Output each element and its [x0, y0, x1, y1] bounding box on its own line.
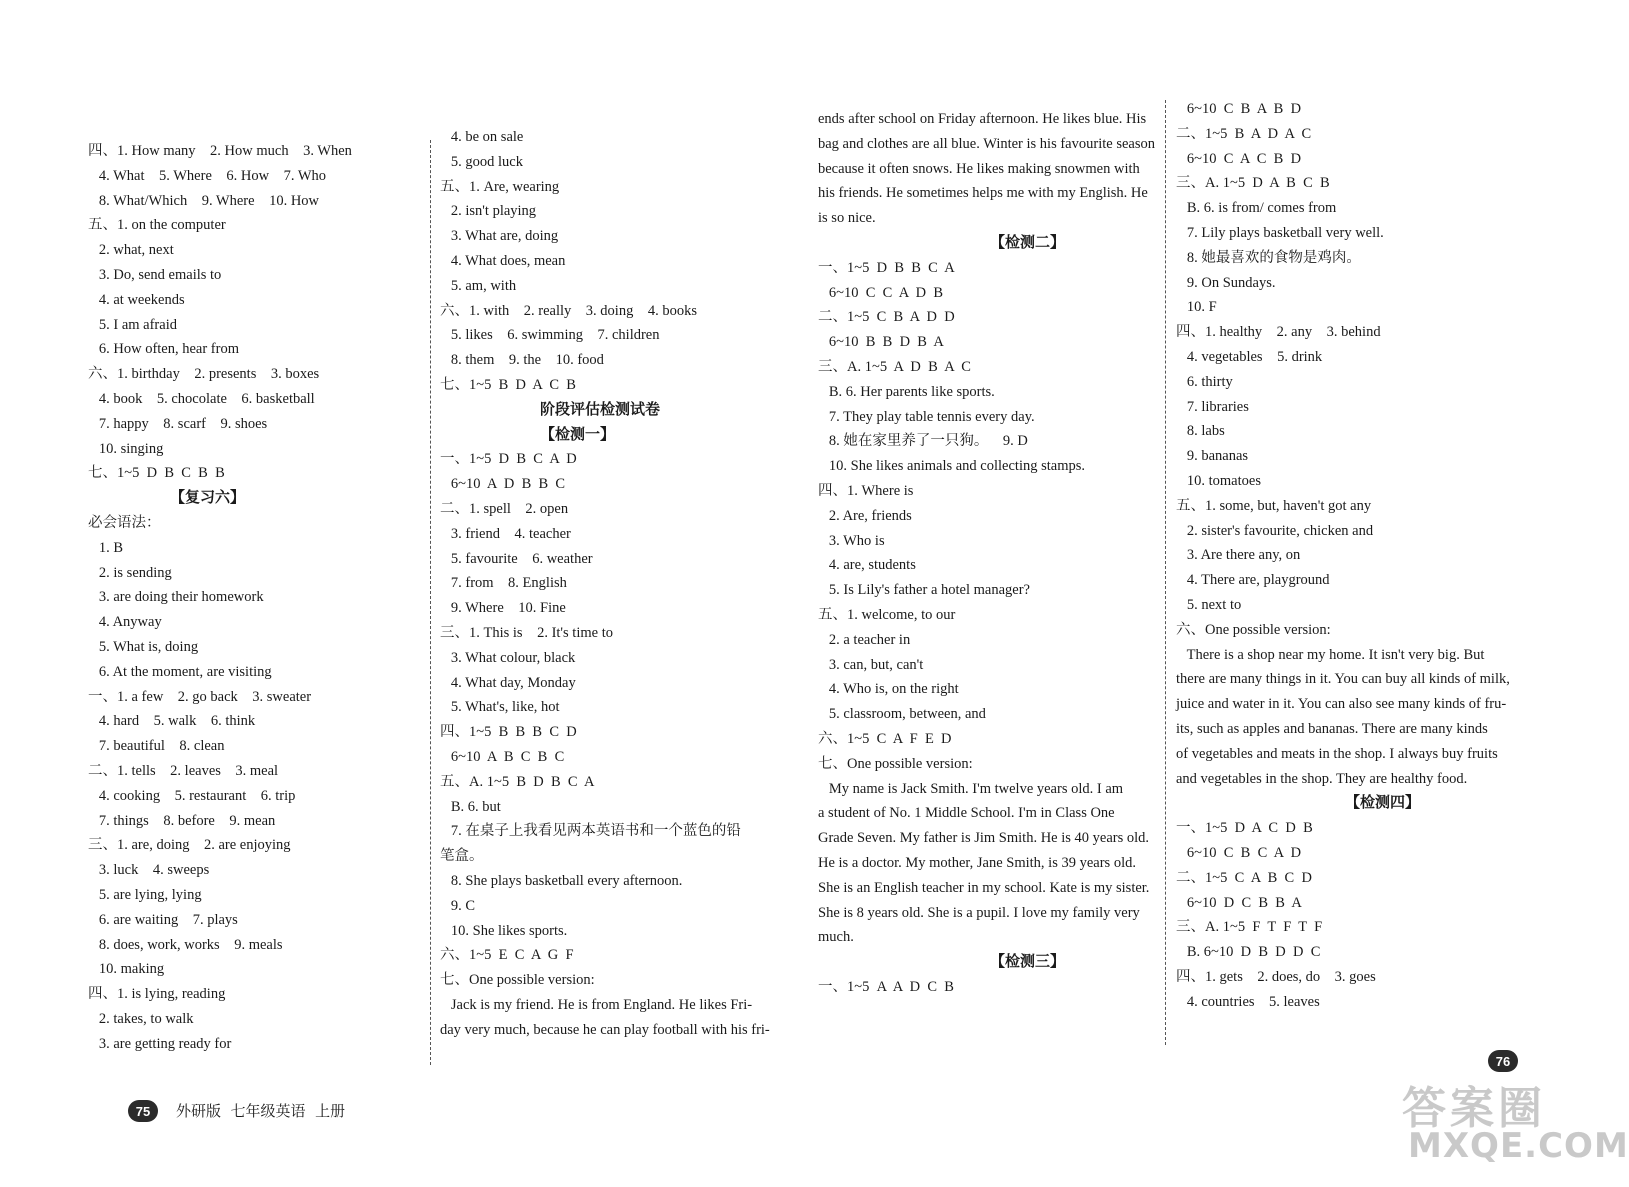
answer-line: 四、1. is lying, reading: [88, 986, 226, 1003]
section-heading: 阶段评估检测试卷: [540, 401, 661, 418]
answer-line: because it often snows. He likes making snowmen with: [818, 160, 1140, 177]
answer-line: 7. Lily plays basketball very well.: [1176, 225, 1384, 241]
answer-line: 10. She likes sports.: [440, 922, 568, 939]
answer-line: 7. from 8. English: [440, 575, 567, 592]
page-number-left: 75: [128, 1100, 158, 1122]
page-number-right: 76: [1488, 1050, 1518, 1072]
answer-line: B. 6. but: [440, 798, 501, 815]
answer-line: 4. What does, mean: [440, 253, 566, 269]
answer-line: 2. what, next: [88, 242, 174, 259]
answer-line: of vegetables and meats in the shop. I always buy fruits: [1176, 745, 1498, 762]
answer-line: She is an English teacher in my school. Kate is my sister.: [818, 879, 1150, 896]
answer-line: She is 8 years old. She is a pupil. I love my family very: [818, 904, 1140, 921]
answer-line: 5. are lying, lying: [88, 887, 202, 903]
answer-line: Jack is my friend. He is from England. He likes Fri-: [440, 997, 753, 1013]
answer-line: 一、1~5 D B B C A: [818, 259, 955, 276]
answer-line: 7. beautiful 8. clean: [88, 738, 225, 755]
answer-line: 6~10 A B C B C: [440, 749, 565, 765]
answer-line: 6. How often, hear from: [88, 341, 239, 358]
answer-line: 3. can, but, can't: [818, 656, 924, 673]
answer-line: 三、A. 1~5 D A B C B: [1176, 175, 1330, 192]
section-heading: 【检测三】: [990, 954, 1066, 971]
answer-line: bag and clothes are all blue. Winter is his favourite season: [818, 135, 1155, 152]
answer-line: 六、1~5 E C A G F: [440, 947, 574, 964]
answer-line: 二、1. spell 2. open: [440, 501, 569, 517]
answer-line: B. 6~10 D B D D C: [1176, 944, 1321, 961]
answer-line: 1. B: [88, 539, 124, 556]
answer-line: 七、One possible version:: [440, 972, 595, 989]
answer-line: Grade Seven. My father is Jim Smith. He is 40 years old.: [818, 830, 1150, 847]
answer-line: is so nice.: [818, 210, 876, 227]
answer-line: 5. favourite 6. weather: [440, 550, 593, 567]
answer-line: 10. singing: [88, 440, 164, 457]
answer-line: 7. happy 8. scarf 9. shoes: [88, 415, 268, 432]
answer-line: 7. libraries: [1176, 398, 1249, 415]
answer-line: 四、1. How many 2. How much 3. When: [88, 143, 352, 159]
answer-line: 四、1. Where is: [818, 483, 914, 499]
answer-line: 2. sister's favourite, chicken and: [1176, 522, 1374, 539]
answer-line: 4. cooking 5. restaurant 6. trip: [88, 787, 296, 804]
answer-line: much.: [818, 929, 854, 946]
answer-line: 5. classroom, between, and: [818, 706, 986, 723]
answer-line: his friends. He sometimes helps me with my English. He: [818, 185, 1148, 202]
answer-line: 5. Is Lily's father a hotel manager?: [818, 582, 1030, 599]
answer-line: 4. be on sale: [440, 129, 524, 145]
answer-line: 8. 她在家里养了一只狗。 9. D: [818, 433, 1028, 450]
answer-line: its, such as apples and bananas. There are many kinds: [1176, 721, 1488, 737]
answer-line: 7. 在桌子上我看见两本英语书和一个蓝色的铅: [440, 823, 741, 840]
answer-line: 4. hard 5. walk 6. think: [88, 713, 256, 730]
answer-line: 5. am, with: [440, 277, 517, 294]
answer-line: 5. next to: [1176, 597, 1242, 613]
answer-line: day very much, because he can play football with his fri-: [440, 1021, 770, 1038]
answer-line: 4. at weekends: [88, 291, 185, 308]
answer-line: 四、1. gets 2. does, do 3. goes: [1176, 969, 1376, 985]
answer-line: 6~10 C B A B D: [1176, 101, 1302, 117]
answer-line: 5. What's, like, hot: [440, 699, 560, 716]
answer-line: juice and water in it. You can also see many kinds of fru-: [1176, 696, 1507, 713]
answer-line: 5. I am afraid: [88, 316, 177, 333]
answer-line: 2. is sending: [88, 564, 172, 581]
answer-line: B. 6. Her parents like sports.: [818, 383, 995, 400]
answer-line: 三、1. are, doing 2. are enjoying: [88, 837, 291, 854]
answer-line: 6~10 C A C B D: [1176, 150, 1302, 167]
answer-line: 4. There are, playground: [1176, 572, 1330, 589]
answer-line: 8. What/Which 9. Where 10. How: [88, 192, 320, 209]
section-heading: 【复习六】: [170, 490, 246, 507]
answer-line: 六、1. birthday 2. presents 3. boxes: [88, 366, 320, 383]
answer-line: 3. luck 4. sweeps: [88, 862, 210, 879]
answer-line: 9. On Sundays.: [1176, 274, 1276, 291]
answer-line: 三、1. This is 2. It's time to: [440, 625, 613, 641]
answer-line: 3. friend 4. teacher: [440, 525, 571, 542]
answer-line: 3. Do, send emails to: [88, 267, 222, 283]
answer-line: 8. labs: [1176, 423, 1225, 440]
answer-line: 4. What 5. Where 6. How 7. Who: [88, 167, 327, 184]
answer-line: 7. They play table tennis every day.: [818, 408, 1035, 425]
answer-line: 8. She plays basketball every afternoon.: [440, 873, 683, 889]
watermark-url: MXQE.COM: [1408, 1126, 1629, 1166]
answer-line: 必会语法：: [88, 515, 161, 531]
answer-line: 6. thirty: [1176, 373, 1233, 390]
answer-line: 3. are getting ready for: [88, 1035, 232, 1052]
column-divider: [1165, 100, 1166, 1045]
answer-line: 4. book 5. chocolate 6. basketball: [88, 391, 315, 407]
answer-line: and vegetables in the shop. They are healthy food.: [1176, 770, 1468, 787]
answer-line: 4. Who is, on the right: [818, 681, 959, 698]
answer-line: 6~10 B B D B A: [818, 334, 944, 351]
answer-line: 五、1. welcome, to our: [818, 607, 956, 623]
answer-line: 8. them 9. the 10. food: [440, 352, 604, 369]
answer-line: 一、1~5 D B C A D: [440, 451, 577, 468]
answer-line: 5. What is, doing: [88, 639, 199, 655]
answer-line: 六、1. with 2. really 3. doing 4. books: [440, 302, 697, 319]
answer-line: 五、1. on the computer: [88, 217, 226, 234]
answer-line: 3. What are, doing: [440, 228, 559, 245]
column-divider: [430, 140, 431, 1065]
answer-line: 4. What day, Monday: [440, 674, 576, 691]
answer-line: 4. countries 5. leaves: [1176, 993, 1320, 1010]
answer-line: 一、1~5 A A D C B: [818, 979, 954, 995]
answer-line: 五、1. some, but, haven't got any: [1176, 497, 1372, 514]
answer-line: 3. Are there any, on: [1176, 547, 1301, 564]
answer-line: 六、1~5 C A F E D: [818, 731, 952, 747]
answer-line: 7. things 8. before 9. mean: [88, 812, 276, 829]
answer-line: a student of No. 1 Middle School. I'm in Class One: [818, 805, 1115, 822]
answer-line: 6~10 A D B B C: [440, 476, 566, 493]
answer-line: 2. takes, to walk: [88, 1011, 194, 1027]
answer-line: 10. She likes animals and collecting stamps.: [818, 458, 1085, 475]
answer-line: 一、1. a few 2. go back 3. sweater: [88, 688, 312, 705]
answer-line: 二、1~5 C B A D D: [818, 309, 955, 326]
answer-line: 5. likes 6. swimming 7. children: [440, 327, 660, 344]
answer-line: 三、A. 1~5 F T F T F: [1176, 919, 1323, 936]
answer-line: 6. are waiting 7. plays: [88, 911, 238, 928]
answer-line: 七、One possible version:: [818, 755, 973, 772]
answer-line: 二、1. tells 2. leaves 3. meal: [88, 763, 279, 779]
answer-line: 4. are, students: [818, 557, 916, 574]
answer-line: 七、1~5 D B C B B: [88, 465, 225, 482]
section-heading: 【检测四】: [1345, 795, 1421, 812]
answer-line: There is a shop near my home. It isn't very big. But: [1176, 646, 1485, 663]
answer-line: 5. good luck: [440, 153, 523, 170]
answer-line: 10. tomatoes: [1176, 473, 1261, 489]
answer-line: My name is Jack Smith. I'm twelve years old. I am: [818, 780, 1124, 797]
answer-line: 10. making: [88, 961, 165, 978]
answer-line: 8. does, work, works 9. meals: [88, 936, 283, 953]
answer-line: 五、A. 1~5 B D B C A: [440, 773, 595, 790]
answer-line: 四、1~5 B B B C D: [440, 724, 577, 741]
answer-line: 9. Where 10. Fine: [440, 600, 566, 617]
answer-line: 10. F: [1176, 299, 1217, 316]
answer-line: 3. Who is: [818, 532, 885, 549]
answer-line: He is a doctor. My mother, Jane Smith, is 39 years old.: [818, 855, 1136, 871]
answer-line: 6. At the moment, are visiting: [88, 663, 272, 680]
answer-line: 2. isn't playing: [440, 203, 537, 220]
answer-line: 四、1. healthy 2. any 3. behind: [1176, 324, 1381, 341]
answer-line: 六、One possible version:: [1176, 621, 1331, 638]
section-heading: 【检测一】: [540, 426, 616, 443]
answer-line: 二、1~5 B A D A C: [1176, 125, 1312, 142]
answer-line: 3. are doing their homework: [88, 589, 264, 606]
answer-line: 8. 她最喜欢的食物是鸡肉。: [1176, 249, 1361, 266]
answer-line: 七、1~5 B D A C B: [440, 377, 576, 393]
answer-line: there are many things in it. You can buy all kinds of milk,: [1176, 671, 1510, 688]
answer-line: 一、1~5 D A C D B: [1176, 820, 1313, 837]
watermark-logo: 答案圈: [1402, 1083, 1546, 1134]
answer-line: 三、A. 1~5 A D B A C: [818, 359, 971, 375]
answer-line: 2. a teacher in: [818, 631, 911, 648]
answer-line: 4. vegetables 5. drink: [1176, 349, 1323, 365]
answer-line: 笔盒。: [440, 848, 484, 865]
answer-line: ends after school on Friday afternoon. He likes blue. His: [818, 111, 1147, 127]
answer-line: 4. Anyway: [88, 614, 162, 631]
answer-line: 9. C: [440, 897, 476, 914]
answer-line: 3. What colour, black: [440, 649, 576, 666]
answer-line: 6~10 D C B B A: [1176, 894, 1302, 911]
answer-line: 二、1~5 C A B C D: [1176, 869, 1312, 886]
answer-line: 2. Are, friends: [818, 507, 912, 524]
answer-line: B. 6. is from/ comes from: [1176, 200, 1337, 217]
answer-line: 6~10 C B C A D: [1176, 845, 1302, 861]
answer-line: 五、1. Are, wearing: [440, 178, 560, 195]
answer-line: 9. bananas: [1176, 448, 1249, 465]
answer-line: 6~10 C C A D B: [818, 284, 944, 301]
book-title: 外研版 七年级英语 上册: [176, 1102, 346, 1120]
section-heading: 【检测二】: [990, 235, 1066, 251]
